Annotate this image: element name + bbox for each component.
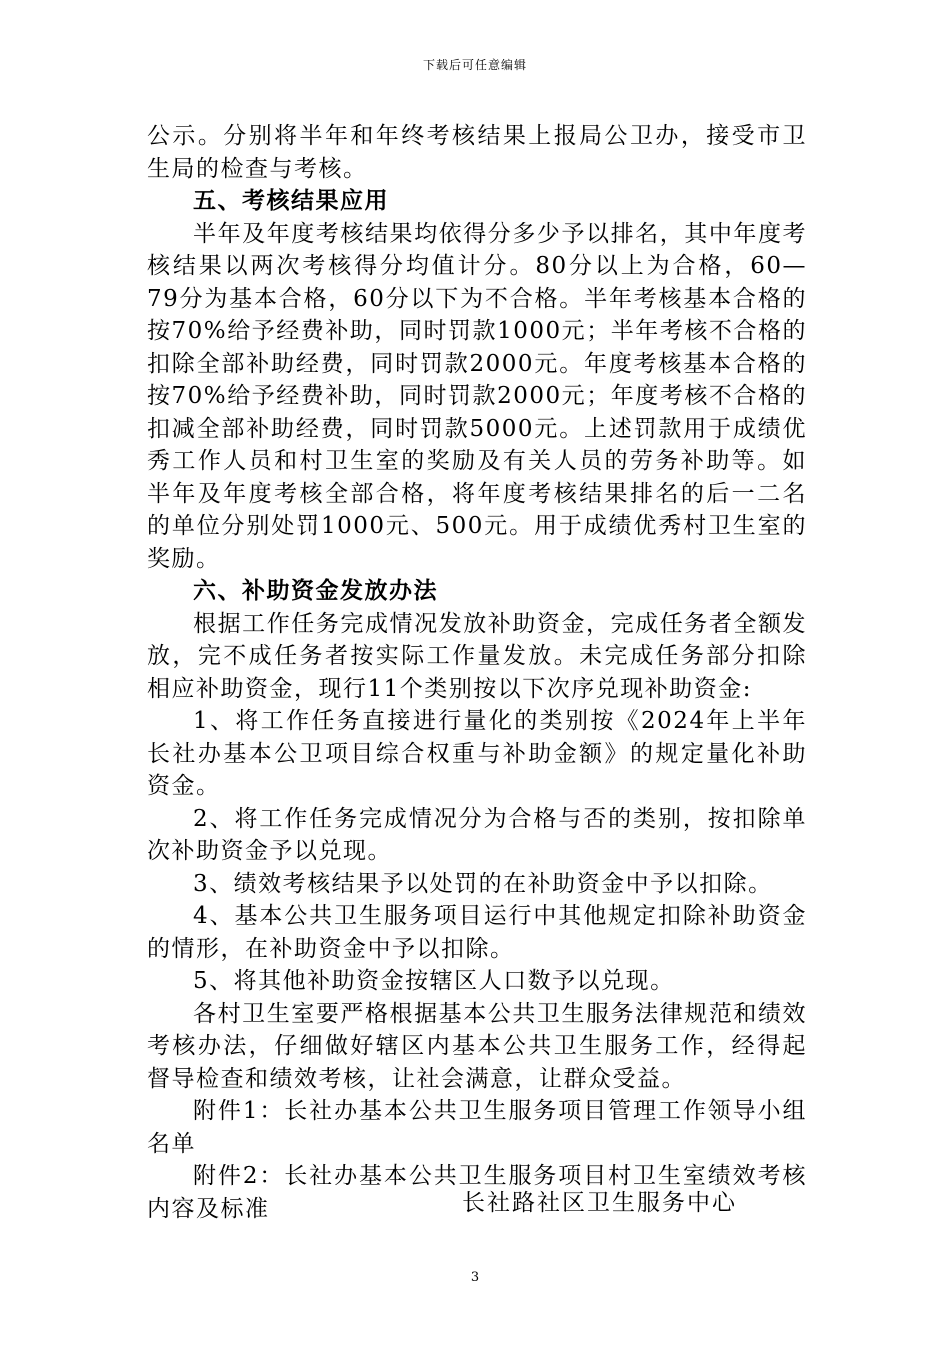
list-item: 4、基本公共卫生服务项目运行中其他规定扣除补助资金的情形，在补助资金中予以扣除。 [147,903,807,962]
list-item: 3、绩效考核结果予以处罚的在补助资金中予以扣除。 [193,870,773,897]
list-item: 5、将其他补助资金按辖区人口数予以兑现。 [193,968,675,994]
section-6-paragraph: 根据工作任务完成情况发放补助资金，完成任务者全额发放，完不成任务者按实际工作量发放。未完成任务部分扣除相应补助资金，现行11个类别按以下次序兑现补助资金: [147,610,807,702]
list-item: 1、将工作任务直接进行量化的类别按《2024年上半年长社办基本公卫项目综合权重与补助金额》的规定量化补助资金。 [147,708,807,799]
list-item: 2、将工作任务完成情况分为合格与否的类别，按扣除单次补助资金予以兑现。 [147,805,807,864]
section-heading-5: 五、考核结果应用 [193,188,389,214]
section-heading-6: 六、补助资金发放办法 [193,578,438,604]
attachment-2: 附件2：长社办基本公共卫生服务项目村卫生室绩效考核内容及标准 [147,1163,807,1222]
document-body [147,120,807,1225]
page-number: 3 [470,1270,480,1285]
attachment-1: 附件1：长社办基本公共卫生服务项目管理工作领导小组名单 [147,1098,807,1157]
section-5-paragraph: 半年及年度考核结果均依得分多少予以排名，其中年度考核结果以两次考核得分均值计分。80分以上为合格，60—79分为基本合格，60分以下为不合格。半年考核基本合格的按70%给予经费补助，同时罚款1000元；半年考核不合格的扣除全部补助经费，同时罚款2000元。年度考核基本合格的按70%给予经费补助，同时罚款2000元；年度考核不合格的扣减全部补助经费，同时罚款5000元。上述罚款用于成绩优秀工作人员和村卫生室的奖励及有关人员的劳务补助等。如半年及年度考核全部合格，将年度考核结果排名的后一二名的单位分别处罚1000元、500元。用于成绩优秀村卫生室的奖励。 [147,220,807,572]
continued-paragraph: 公示。分别将半年和年终考核结果上报局公卫办，接受市卫生局的检查与考核。 [147,123,807,182]
signature-organization: 长社路社区卫生服务中心 [462,1190,737,1216]
closing-paragraph: 各村卫生室要严格根据基本公共卫生服务法律规范和绩效考核办法，仔细做好辖区内基本公共卫生服务工作，经得起督导检查和绩效考核，让社会满意，让群众受益。 [147,1000,807,1092]
page-header: 下载后可任意编辑 [422,58,527,72]
